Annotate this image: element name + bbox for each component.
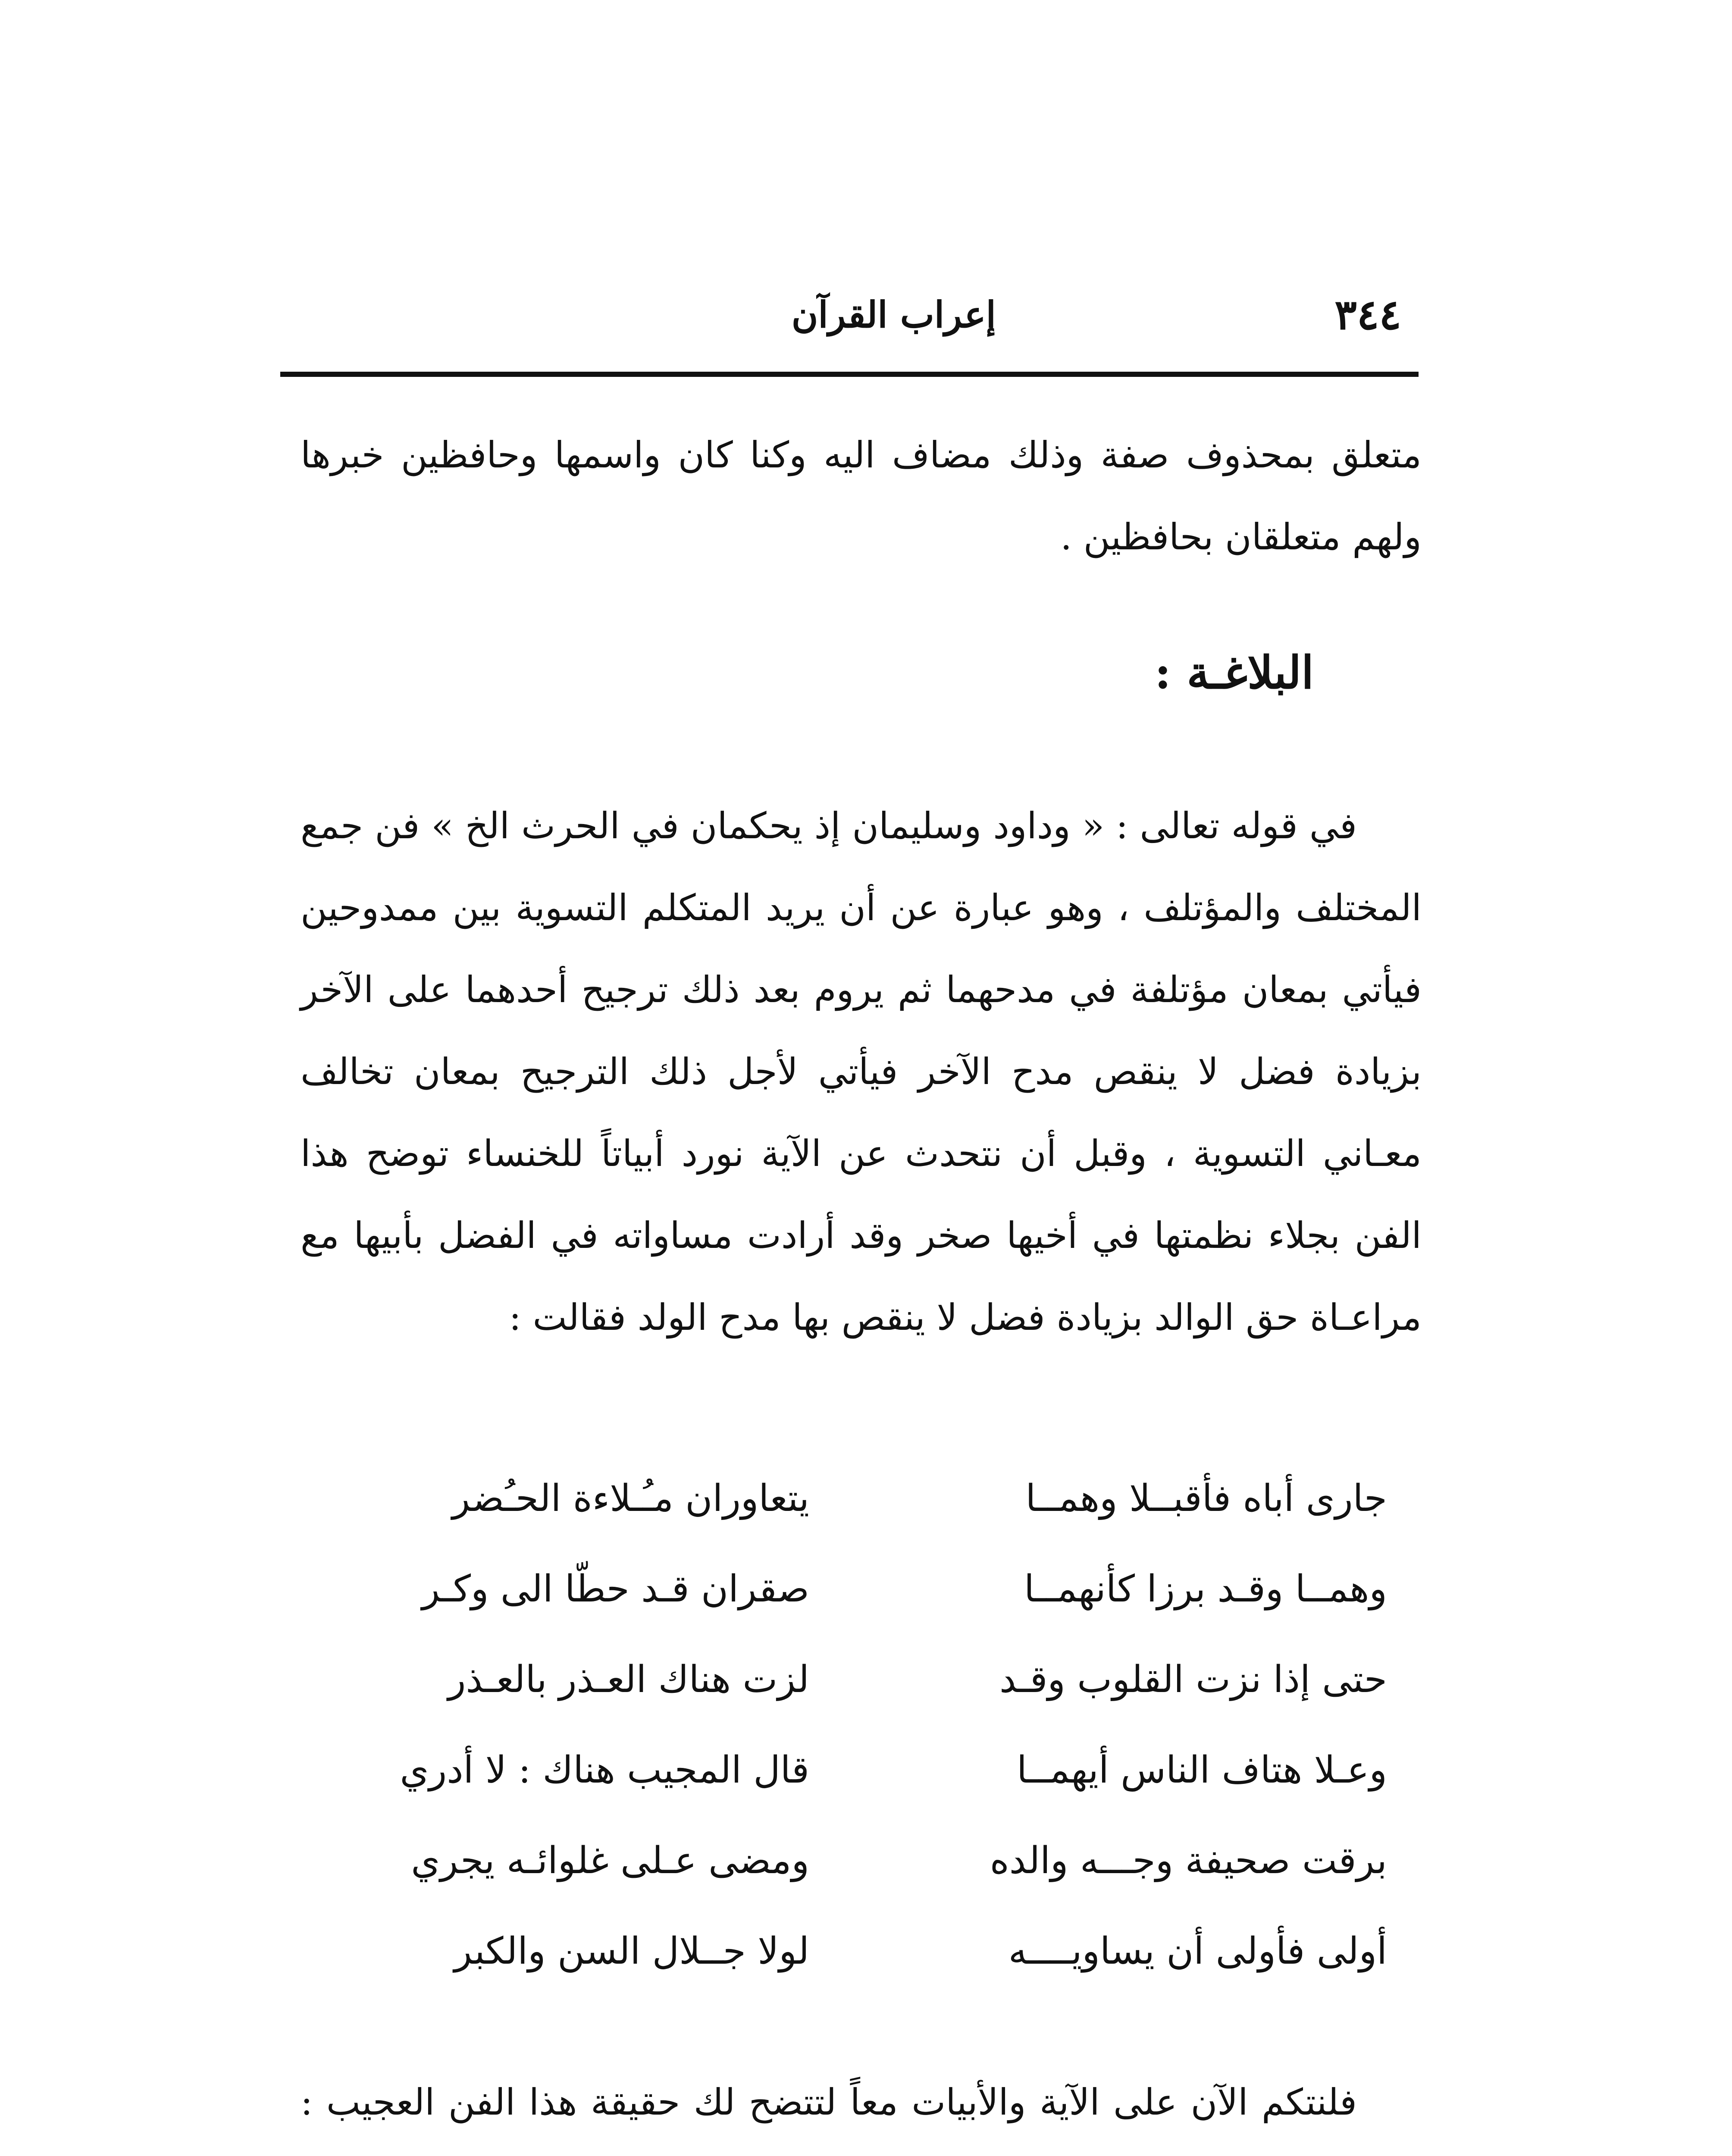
intro-paragraph-text: متعلق بمحذوف صفة وذلك مضاف اليه وكنا كان واسمها وحافظين خبرها ولهم متعلقان بحافظين . (301, 434, 1422, 558)
page-number: ٣٤٤ (1334, 290, 1401, 339)
running-title: إعراب القرآن (791, 293, 996, 336)
poem-verse (318, 1544, 1387, 1634)
verse-first-hemistich: جارى أباه فأقبــلا وهمــا (1025, 1477, 1387, 1520)
verse-second-hemistich: قال المجيب هناك : لا أدري (400, 1749, 809, 1792)
verse-first-hemistich: حتى إذا نزت القلوب وقـد (999, 1658, 1387, 1701)
verse-first-hemistich: أولى فأولى أن يساويــــه (1008, 1930, 1387, 1973)
header-rule (280, 372, 1419, 377)
paragraph-1 (301, 785, 1422, 1358)
verse-second-hemistich: لولا جــلال السن والكبر (454, 1930, 809, 1973)
paragraph-1-text: في قوله تعالى : « وداود وسليمان إذ يحكمان في الحرث الخ » فن جمع المختلف والمؤتلف ، وهو عبارة عن أن يريد المتكلم التسوية بين ممدوحين فيأتي بمعان مؤتلفة في مدحهما ثم يروم بعد ذلك ترجيح أحدهما على الآخر بزيادة فضل لا ينقص مدح الآخر فيأتي لأجل ذلك الترجيح بمعان تخالف معـاني التسوية ، وقبل أن نتحدث عن الآية نورد أبياتاً للخنساء توضح هذا الفن بجلاء نظمتها في أخيها صخر وقد أرادت مساواته في الفضل بأبيها مع مراعـاة حق الوالد بزيادة فضل لا ينقص بها مدح الولد فقالت : (301, 805, 1422, 1338)
poem-verse (318, 1453, 1387, 1544)
verse-first-hemistich: وهمــا وقـد برزا كأنهمــا (1024, 1567, 1387, 1611)
verse-first-hemistich: وعـلا هتاف الناس أيهمــا (1016, 1749, 1387, 1792)
poem (318, 1453, 1387, 1996)
verse-second-hemistich: يتعاوران مـُـلاءة الحـُضر (452, 1477, 809, 1520)
verse-second-hemistich: لزت هناك العـذر بالعـذر (448, 1658, 809, 1701)
poem-verse (318, 1725, 1387, 1815)
verse-second-hemistich: ومضى عـلى غلوائـه يجري (411, 1839, 809, 1882)
page-header (280, 285, 1419, 345)
paragraph-2 (301, 2061, 1422, 2156)
intro-paragraph (301, 414, 1422, 578)
verse-first-hemistich: برقت صحيفة وجـــه والده (990, 1839, 1387, 1882)
poem-verse (318, 1634, 1387, 1725)
paragraph-2-text: فلنتكم الآن على الآية والأبيات معاً لتتضح لك حقيقة هذا الفن العجيب : (301, 2081, 1357, 2123)
poem-verse (318, 1815, 1387, 1906)
section-heading: البلاغـة : (1154, 646, 1314, 699)
verse-second-hemistich: صقران قـد حطّا الى وكـر (422, 1567, 809, 1611)
poem-verse (318, 1906, 1387, 1996)
